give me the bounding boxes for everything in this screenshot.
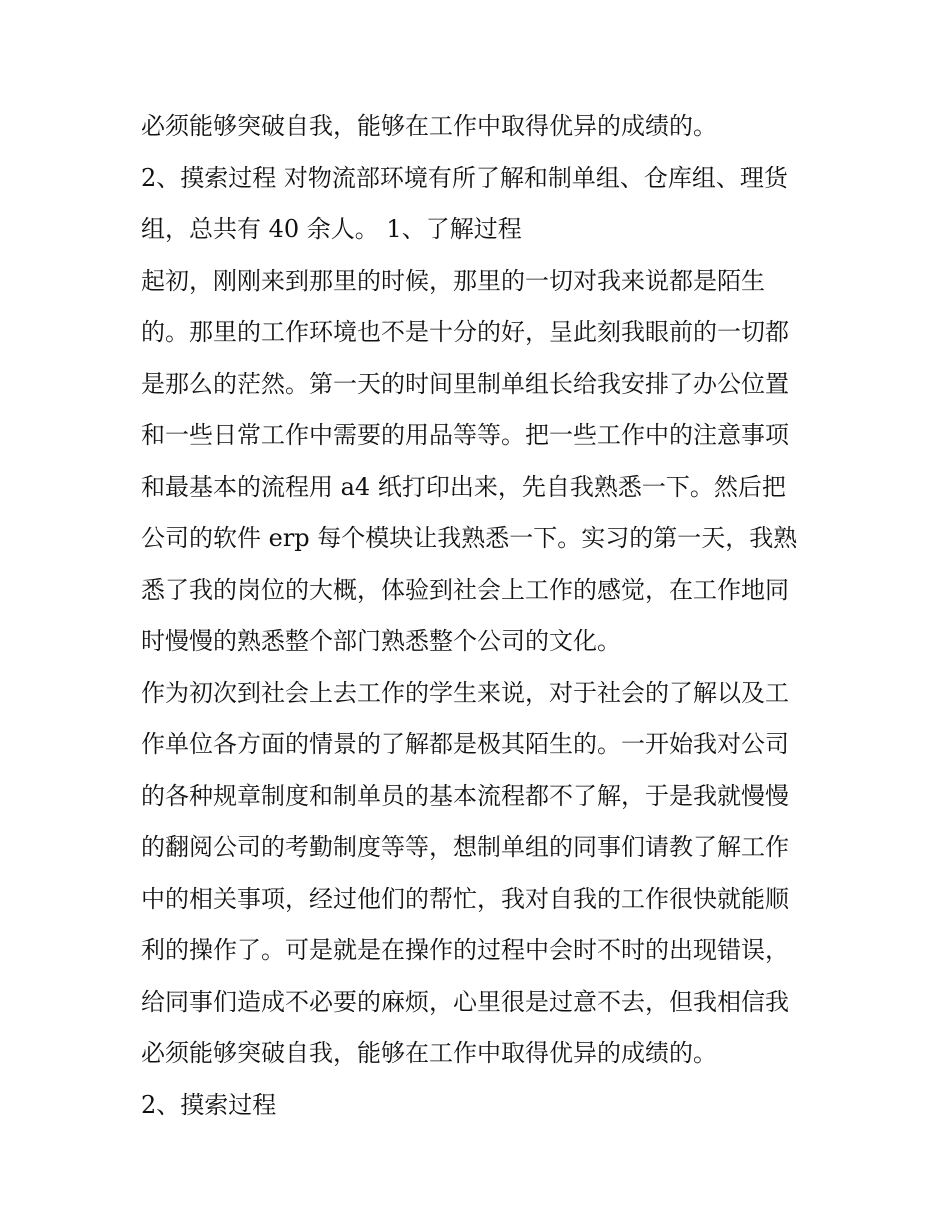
text-line: 公司的软件 erp 每个模块让我熟悉一下。实习的第一天，我熟 — [141, 524, 798, 552]
text-line: 必须能够突破自我，能够在工作中取得优异的成绩的。 — [141, 1039, 717, 1067]
text-line: 和最基本的流程用 a4 纸打印出来，先自我熟悉一下。然后把 — [141, 472, 786, 501]
text-line: 是那么的茫然。第一天的时间里制单组长给我安排了办公位置 — [141, 369, 789, 398]
paragraph-4 — [141, 668, 811, 1080]
text-line: 2、摸索过程 对物流部环境有所了解和制单组、仓库组、理货 — [141, 163, 788, 192]
paragraph-3 — [141, 256, 811, 668]
text-line: 的翻阅公司的考勤制度等等，想制单组的同事们请教了解工作 — [141, 833, 789, 861]
text-line: 起初，刚刚来到那里的时候，那里的一切对我来说都是陌生 — [141, 266, 765, 295]
paragraph-2 — [141, 153, 811, 256]
text-line: 给同事们造成不必要的麻烦，心里很是过意不去，但我相信我 — [141, 987, 789, 1016]
text-line: 和一些日常工作中需要的用品等等。把一些工作中的注意事项 — [141, 421, 789, 449]
text-line: 作单位各方面的情景的了解都是极其陌生的。一开始我对公司 — [141, 730, 789, 758]
paragraph-1 — [141, 101, 811, 153]
text-line: 悉了我的岗位的大概，体验到社会上工作的感觉，在工作地同 — [141, 575, 789, 604]
text-line: 的各种规章制度和制单员的基本流程都不了解，于是我就慢慢 — [141, 781, 789, 810]
text-line: 必须能够突破自我，能够在工作中取得优异的成绩的。 — [141, 112, 717, 140]
text-line: 的。那里的工作环境也不是十分的好，呈此刻我眼前的一切都 — [141, 318, 789, 346]
text-line: 时慢慢的熟悉整个部门熟悉整个公司的文化。 — [141, 627, 621, 655]
text-line: 中的相关事项，经过他们的帮忙，我对自我的工作很快就能顺 — [141, 884, 789, 913]
document-body — [141, 101, 811, 1131]
text-line: 组，总共有 40 余人。 1、了解过程 — [141, 215, 522, 243]
paragraph-5 — [141, 1080, 811, 1132]
text-line: 作为初次到社会上去工作的学生来说，对于社会的了解以及工 — [141, 678, 789, 707]
text-line: 利的操作了。可是就是在操作的过程中会时不时的出现错误， — [141, 936, 789, 964]
text-line: 2、摸索过程 — [141, 1090, 277, 1119]
